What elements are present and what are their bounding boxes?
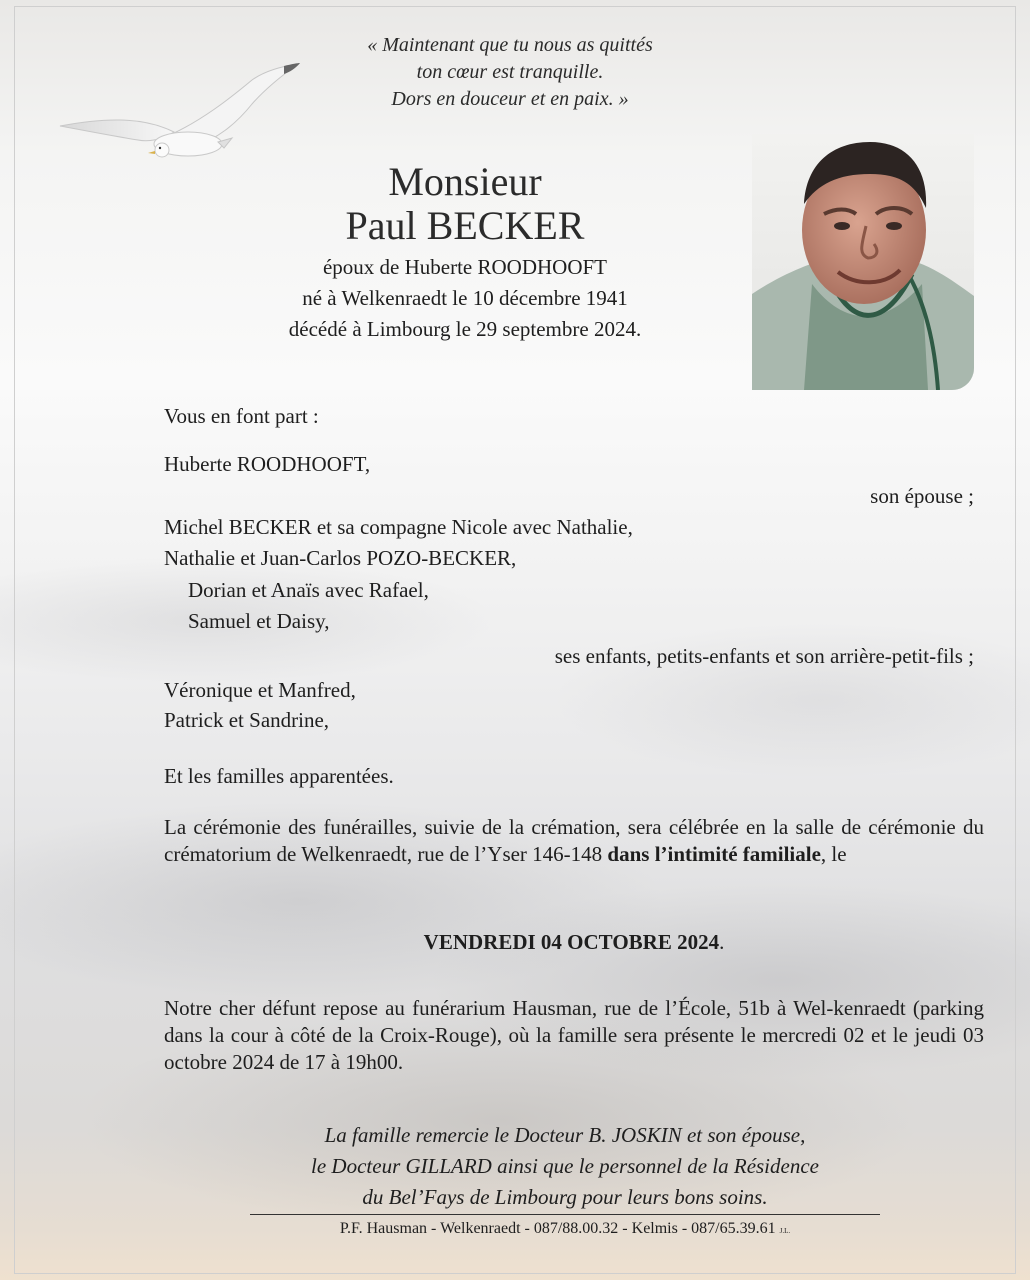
ceremony-privacy: dans l’intimité familiale <box>607 842 821 866</box>
portrait-image <box>752 134 974 390</box>
thanks-line-1: La famille remercie le Docteur B. JOSKIN et son épouse, <box>324 1123 806 1147</box>
thanks-block <box>180 1120 950 1213</box>
death-line: décédé à Limbourg le 29 septembre 2024. <box>288 317 642 341</box>
visitation-paragraph: Notre cher défunt repose au funérarium Hausman, rue de l’École, 51b à Wel-kenraedt (parking dans la cour à côté de la Croix-Rouge), où la famille sera présente le mercredi 02 et le jeudi 03 octobre 2024 de 17 à 19h00. <box>164 996 984 1074</box>
thanks-line-2: le Docteur GILLARD ainsi que le personnel de la Résidence <box>311 1154 819 1178</box>
seagull-image <box>52 60 302 170</box>
ceremony-text: La cérémonie des funérailles, suivie de la crémation, sera célébrée en la salle de cérémonie du crématorium de Welkenraedt, rue de l’Yser 146-148 <box>164 815 984 866</box>
intro-text: Vous en font part : <box>164 404 319 428</box>
relative-line-1: Véronique et Manfred, <box>164 678 356 702</box>
relative-line-2: Patrick et Sandrine, <box>164 708 330 732</box>
grandchild-line-2: Samuel et Daisy, <box>188 609 330 633</box>
ceremony-date-period: . <box>719 930 725 954</box>
quote-line-1: « Maintenant que tu nous as quittés <box>367 34 653 56</box>
deceased-photo <box>752 134 974 390</box>
grandchild-line-1: Dorian et Anaïs avec Rafael, <box>188 578 429 602</box>
thanks-line-3: du Bel’Fays de Limbourg pour leurs bons soins. <box>362 1185 768 1209</box>
birth-line: né à Welkenraedt le 10 décembre 1941 <box>302 286 628 310</box>
honorific: Monsieur <box>388 159 542 204</box>
ceremony-text-end: , le <box>820 842 847 866</box>
child-line-2: Nathalie et Juan-Carlos POZO-BECKER, <box>164 546 517 570</box>
ceremony-date <box>164 930 984 955</box>
deceased-header <box>220 160 710 345</box>
spouse-role: son épouse ; <box>870 484 974 508</box>
footer-mark: J.L. <box>779 1227 791 1235</box>
footer-divider <box>250 1214 880 1215</box>
funeral-home-footer <box>250 1220 880 1238</box>
child-line-1: Michel BECKER et sa compagne Nicole avec Nathalie, <box>164 515 633 539</box>
ceremony-paragraph <box>164 814 984 868</box>
families-line: Et les familles apparentées. <box>164 764 394 788</box>
footer-text: P.F. Hausman - Welkenraedt - 087/88.00.32 - Kelmis - 087/65.39.61 <box>339 1220 776 1237</box>
epitaph-quote <box>300 32 720 113</box>
quote-line-2: ton cœur est tranquille. <box>416 61 604 83</box>
deceased-name: Paul BECKER <box>345 203 585 248</box>
quote-line-3: Dors en douceur et en paix. » <box>391 88 629 110</box>
children-role: ses enfants, petits-enfants et son arrière-petit-fils ; <box>554 644 974 668</box>
spouse-line: époux de Huberte ROODHOOFT <box>322 255 608 279</box>
ceremony-date-text: VENDREDI 04 OCTOBRE 2024 <box>423 930 720 954</box>
spouse-name: Huberte ROODHOOFT, <box>164 452 371 476</box>
